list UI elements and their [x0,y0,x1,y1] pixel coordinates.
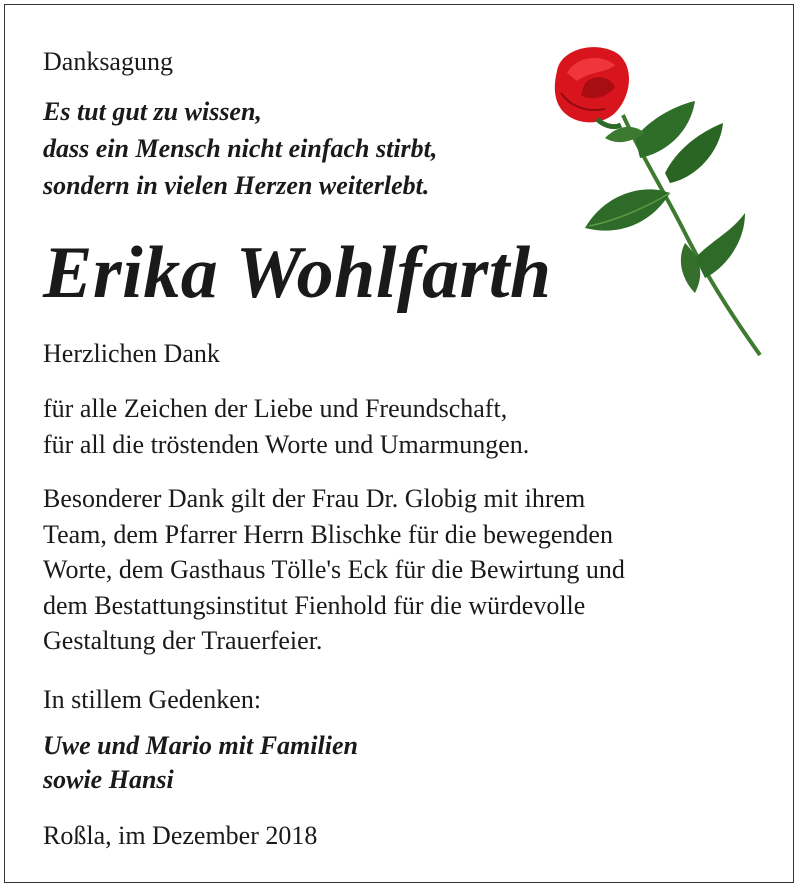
notice-heading: Danksagung [43,47,173,76]
obituary-notice [4,4,794,883]
deceased-name: Erika Wohlfarth [43,232,552,314]
memorial-line: In stillem Gedenken: [43,685,262,714]
quote-line: Es tut gut zu wissen, [43,97,262,126]
paragraph-line: Team, dem Pfarrer Herrn Blischke für die bewegenden [43,519,613,549]
thanks-paragraph-1 [43,391,529,463]
red-rose-icon [545,43,775,363]
family-line: Uwe und Mario mit Familien [43,731,358,760]
family-line: sowie Hansi [43,765,174,794]
paragraph-line: Gestaltung der Trauerfeier. [43,626,323,655]
paragraph-line: dem Bestattungsinstitut Fienhold für die würdevolle [43,590,586,620]
quote-line: sondern in vielen Herzen weiterlebt. [43,171,430,200]
quote [43,93,437,204]
family-signature [43,729,358,797]
thanks-intro: Herzlichen Dank [43,339,220,368]
paragraph-line: für all die tröstenden Worte und Umarmungen. [43,430,530,459]
thanks-paragraph-2 [43,481,625,659]
paragraph-line: Worte, dem Gasthaus Tölle's Eck für die Bewirtung und [43,555,625,584]
quote-line: dass ein Mensch nicht einfach stirbt, [43,134,438,163]
paragraph-line: Besonderer Dank gilt der Frau Dr. Globig mit ihrem [43,484,586,513]
paragraph-line: für alle Zeichen der Liebe und Freundschaft, [43,394,508,423]
place-date: Roßla, im Dezember 2018 [43,821,318,850]
